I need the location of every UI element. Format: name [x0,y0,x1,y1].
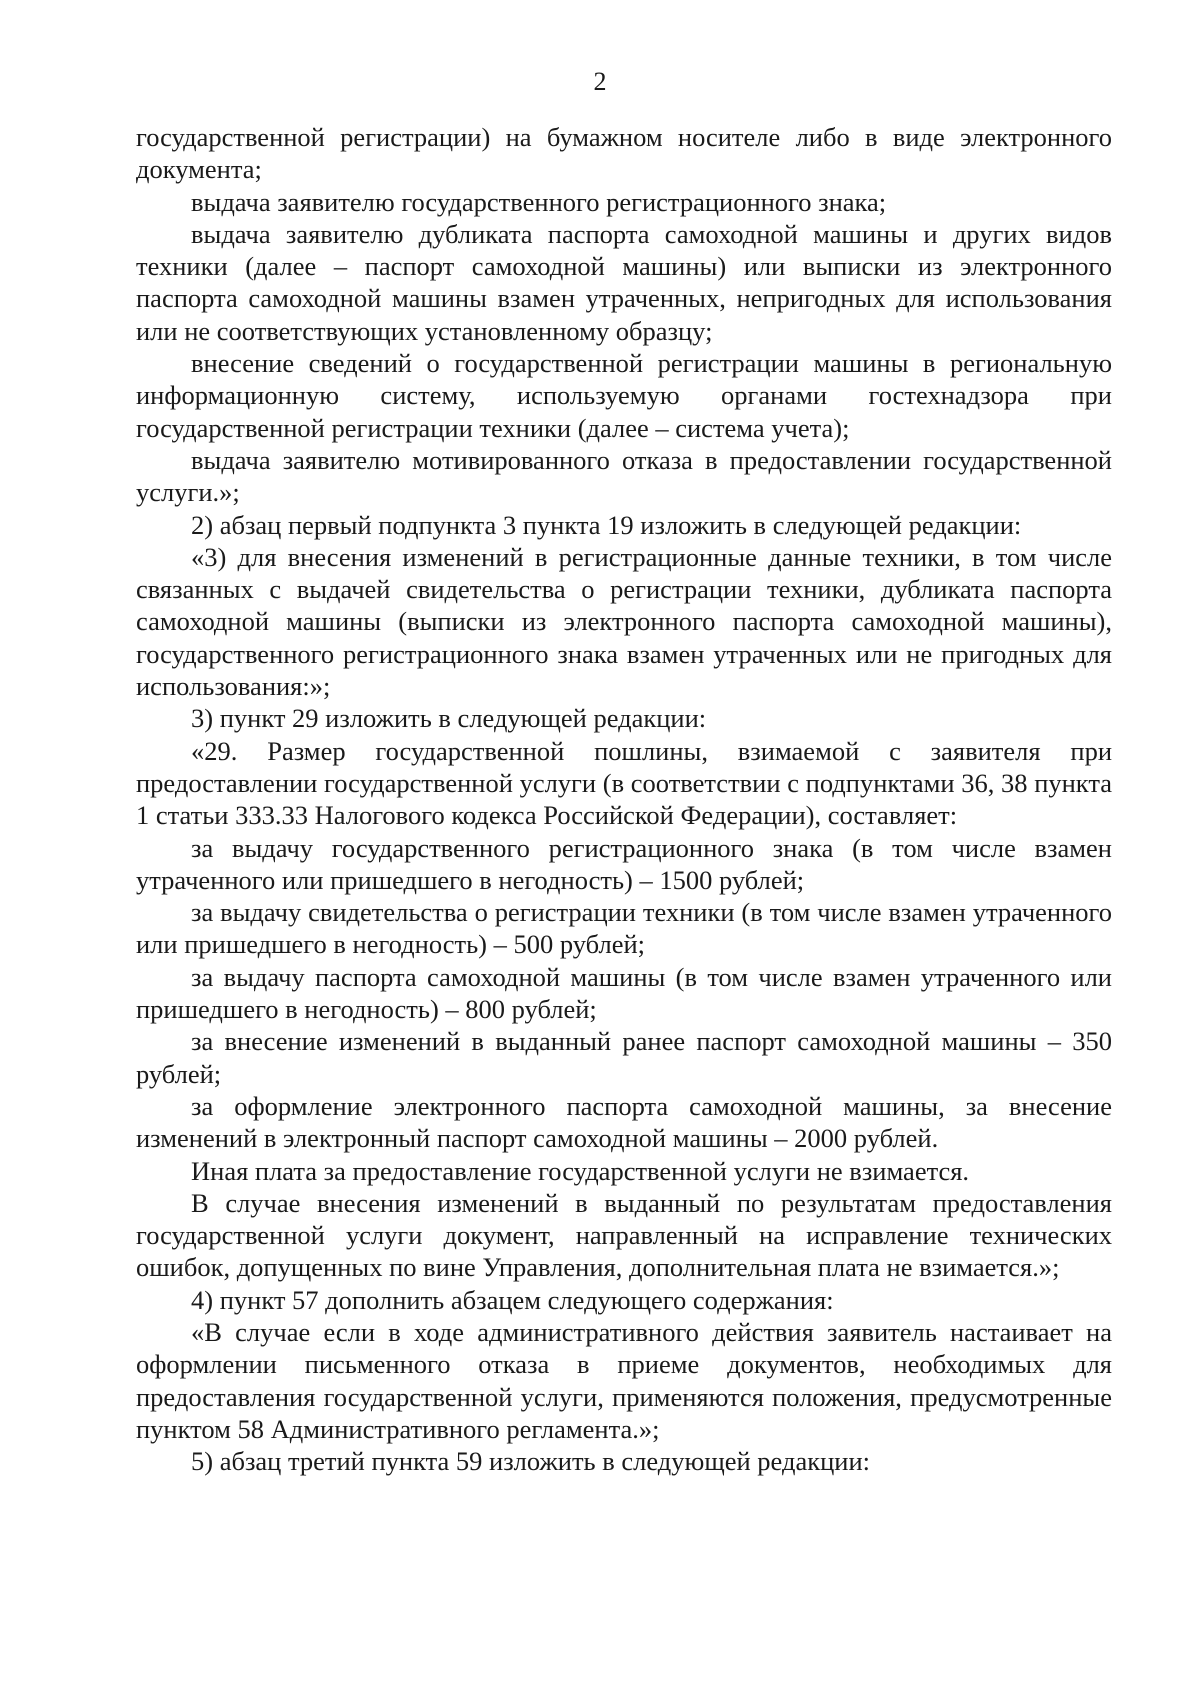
paragraph: за выдачу свидетельства о регистрации техники (в том числе взамен утраченного или пришедшего в негодность) – 500 рублей; [136,897,1112,960]
paragraph: В случае внесения изменений в выданный по результатам предоставления государственной услуги документ, направленный на исправление технических ошибок, допущенных по вине Управления, дополнительная плата не взимается.»; [136,1187,1112,1283]
document-body [136,121,1112,1477]
paragraph: за выдачу государственного регистрационного знака (в том числе взамен утраченного или пришедшего в негодность) – 1500 рублей; [136,832,1112,895]
paragraph: выдача заявителю мотивированного отказа в предоставлении государственной услуги.»; [136,444,1112,508]
paragraph: за выдачу паспорта самоходной машины (в том числе взамен утраченного или пришедшего в негодность) – 800 рублей; [136,961,1112,1025]
paragraph: государственной регистрации) на бумажном носителе либо в виде электронного документа; [136,122,1112,185]
page-number: 2 [593,67,607,96]
paragraph: «3) для внесения изменений в регистрационные данные техники, в том числе связанных с выдачей свидетельства о регистрации техники, дубликата паспорта самоходной машины (выписки из электронного паспорта самоходной машины), государственного регистрационного знака взамен утраченных или не пригодных для использования:»; [136,541,1112,702]
paragraph: 3) пункт 29 изложить в следующей редакции: [191,703,707,734]
paragraph: Иная плата за предоставление государственной услуги не взимается. [191,1155,970,1186]
paragraph: 2) абзац первый подпункта 3 пункта 19 изложить в следующей редакции: [191,509,1022,540]
paragraph: за оформление электронного паспорта самоходной машины, за внесение изменений в электронный паспорт самоходной машины – 2000 рублей. [136,1090,1112,1154]
paragraph: за внесение изменений в выданный ранее паспорт самоходной машины – 350 рублей; [136,1026,1112,1089]
paragraph: 5) абзац третий пункта 59 изложить в следующей редакции: [191,1446,870,1477]
paragraph: 4) пункт 57 дополнить абзацем следующего содержания: [191,1284,834,1315]
paragraph: «В случае если в ходе административного действия заявитель настаивает на оформлении письменного отказа в приеме документов, необходимых для предоставления государственной услуги, применяются положения, предусмотренные пунктом 58 Административного регламента.»; [136,1316,1112,1444]
paragraph: «29. Размер государственной пошлины, взимаемой с заявителя при предоставлении государственной услуги (в соответствии с подпунктами 36, 38 пункта 1 статьи 333.33 Налогового кодекса Российской Федерации), составляет: [136,735,1112,831]
paragraph: выдача заявителю дубликата паспорта самоходной машины и других видов техники (далее – паспорт самоходной машины) или выписки из электронного паспорта самоходной машины взамен утраченных, непригодных для использования или не соответствующих установленному образцу; [136,218,1112,346]
paragraph: выдача заявителю государственного регистрационного знака; [191,186,887,217]
paragraph: внесение сведений о государственной регистрации машины в региональную информационную систему, используемую органами гостехнадзора при государственной регистрации техники (далее – система учета); [136,348,1112,443]
